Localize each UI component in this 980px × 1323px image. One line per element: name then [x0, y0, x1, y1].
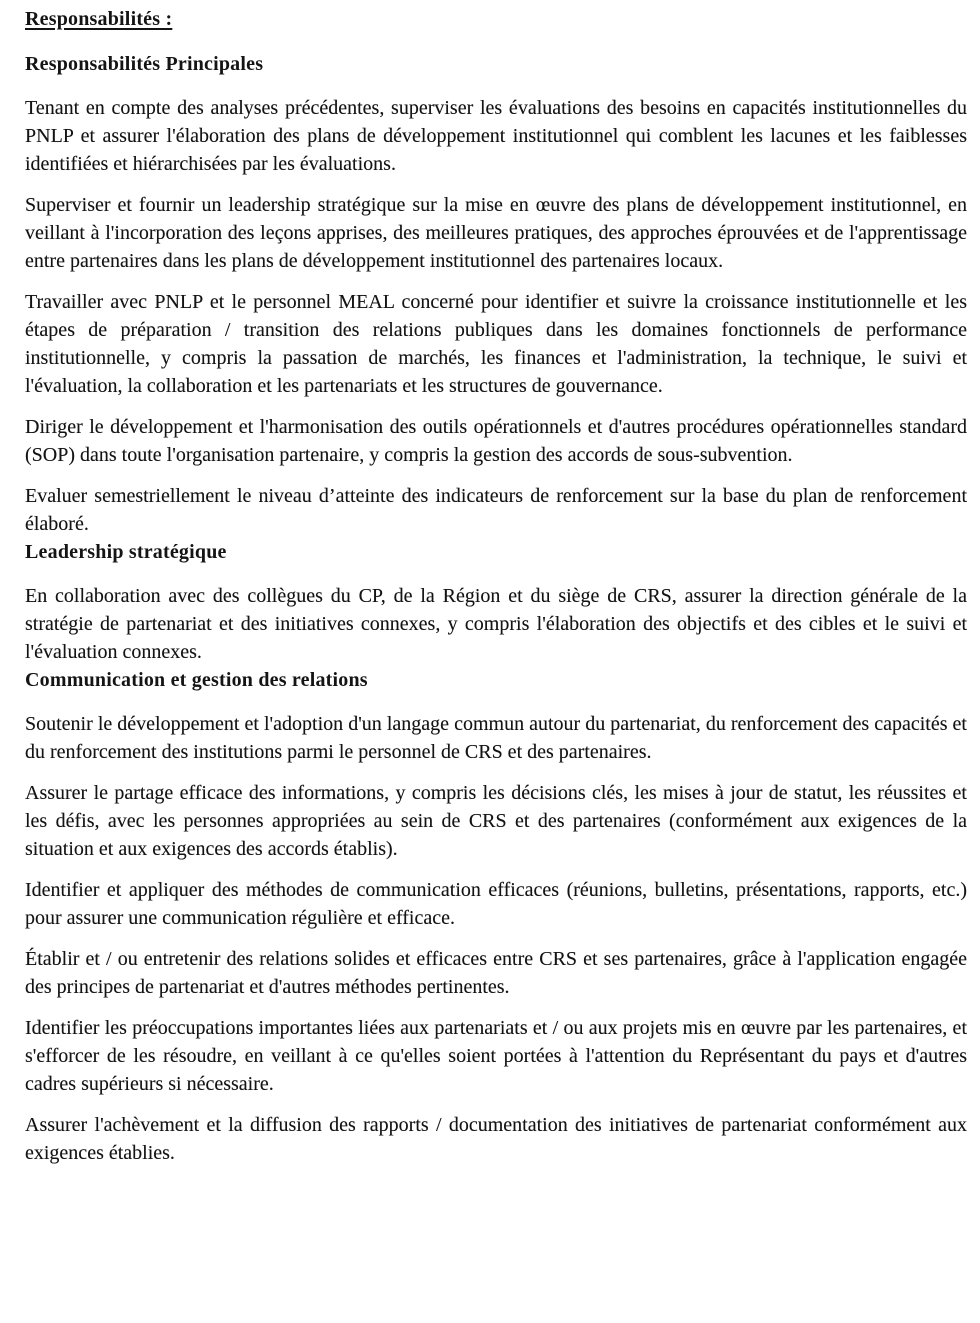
paragraph: Superviser et fournir un leadership stratégique sur la mise en œuvre des plans de développement institutionnel, en veillant à l'incorporation des leçons apprises, des meilleures pratiques, des approches éprouvées et de l'apprentissage entre partenaires dans les plans de développement institutionnel des partenaires locaux. — [25, 194, 967, 272]
section-heading-responsabilites-principales: Responsabilités Principales — [25, 53, 264, 75]
section-heading-leadership-strategique: Leadership stratégique — [25, 541, 227, 563]
paragraph: Identifier et appliquer des méthodes de communication efficaces (réunions, bulletins, présentations, rapports, etc.) pour assurer une communication régulière et efficace. — [25, 879, 967, 929]
paragraph: Identifier les préoccupations importantes liées aux partenariats et / ou aux projets mis en œuvre par les partenaires, et s'efforcer de les résoudre, en veillant à ce qu'elles soient portées à l'attention du Représentant du pays et d'autres cadres supérieurs si nécessaire. — [25, 1017, 967, 1095]
paragraph: Établir et / ou entretenir des relations solides et efficaces entre CRS et ses partenaires, grâce à l'application engagée des principes de partenariat et d'autres méthodes pertinentes. — [25, 948, 967, 998]
section-leadership-strategique — [25, 538, 967, 666]
paragraph: Assurer le partage efficace des informations, y compris les décisions clés, les mises à jour de statut, les réussites et les défis, avec les personnes appropriées au sein de CRS et des partenaires (conformément aux exigences de la situation et aux exigences des accords établis). — [25, 782, 967, 860]
section-heading-communication-gestion-relations: Communication et gestion des relations — [25, 669, 368, 691]
paragraph: Travailler avec PNLP et le personnel MEAL concerné pour identifier et suivre la croissance institutionnelle et les étapes de préparation / transition des relations publiques dans les domaines fonctionnels de performance institutionnelle, y compris la passation de marchés, les finances et l'administration, la technique, le suivi et l'évaluation, la collaboration et les partenariats et les structures de gouvernance. — [25, 291, 967, 397]
section-responsabilites-principales — [25, 50, 967, 538]
section-communication-gestion-relations — [25, 666, 967, 1167]
paragraph: Diriger le développement et l'harmonisation des outils opérationnels et d'autres procédures opérationnelles standard (SOP) dans toute l'organisation partenaire, y compris la gestion des accords de sous-subvention. — [25, 416, 967, 466]
paragraph: Evaluer semestriellement le niveau d’atteinte des indicateurs de renforcement sur la base du plan de renforcement élaboré. — [25, 485, 967, 535]
document-title — [25, 5, 967, 33]
paragraph: Tenant en compte des analyses précédentes, superviser les évaluations des besoins en capacités institutionnelles du PNLP et assurer l'élaboration des plans de développement institutionnel qui comblent les lacunes et les faiblesses identifiées et hiérarchisées par les évaluations. — [25, 97, 967, 175]
paragraph: Soutenir le développement et l'adoption d'un langage commun autour du partenariat, du renforcement des capacités et du renforcement des institutions parmi le personnel de CRS et des partenaires. — [25, 713, 967, 763]
paragraph: En collaboration avec des collègues du CP, de la Région et du siège de CRS, assurer la direction générale de la stratégie de partenariat et des initiatives connexes, y compris l'élaboration des objectifs et des cibles et le suivi et l'évaluation connexes. — [25, 585, 967, 663]
paragraph: Assurer l'achèvement et la diffusion des rapports / documentation des initiatives de partenariat conformément aux exigences établies. — [25, 1114, 967, 1164]
document-title-text: Responsabilités : — [25, 8, 173, 30]
